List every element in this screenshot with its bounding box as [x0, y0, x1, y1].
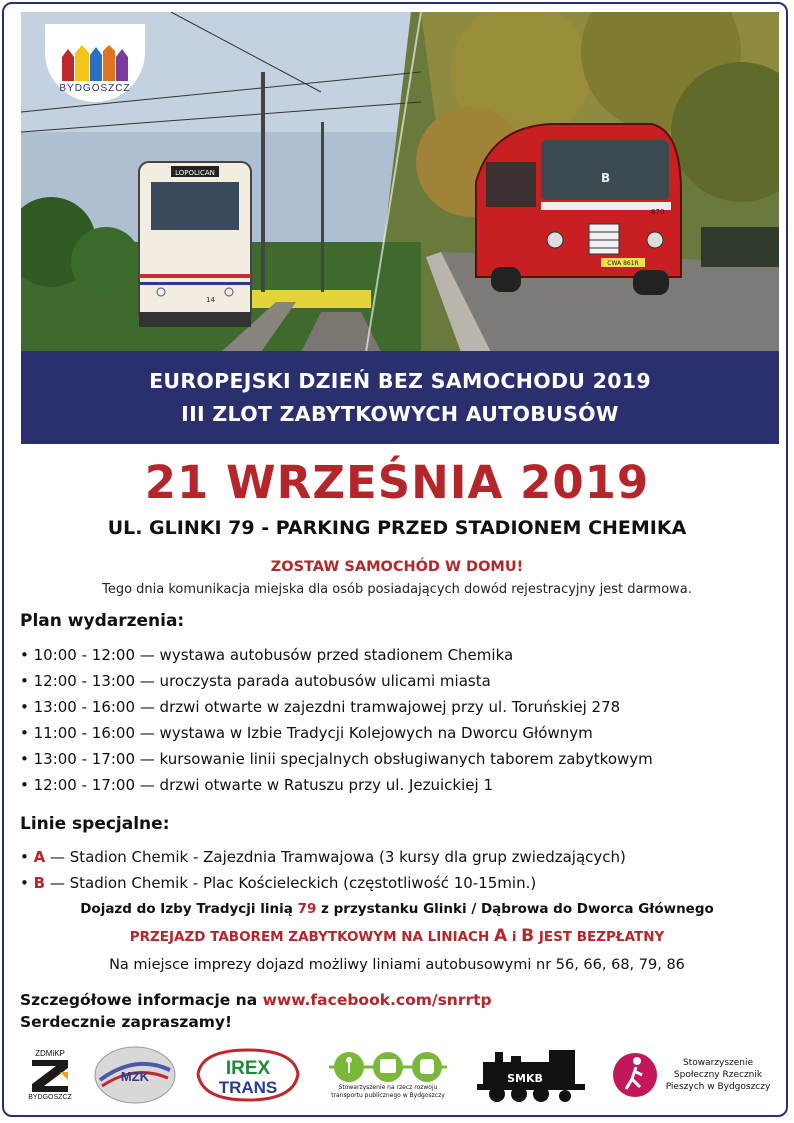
plan-item: • 11:00 - 16:00 — wystawa w Izbie Tradycji Kolejowych na Dworcu Głównym — [20, 724, 593, 742]
free-ride-pre: PRZEJAZD TABOREM ZABYTKOWYM NA LINIACH — [129, 929, 494, 945]
irex-emblem — [192, 1044, 304, 1106]
tram-illustration — [139, 162, 251, 327]
mzk-logo — [90, 1040, 180, 1110]
slogan: ZOSTAW SAMOCHÓD W DOMU! — [270, 559, 524, 575]
snrrtp-logo — [318, 1040, 458, 1110]
plan-item: • 10:00 - 12:00 — wystawa autobusów przed stadionem Chemika — [20, 646, 514, 664]
access-info — [4, 901, 788, 917]
line-code: B — [33, 874, 46, 892]
plan-item: • 12:00 - 13:00 — uroczysta parada autobusów ulicami miasta — [20, 672, 491, 690]
pedestrian-icon — [612, 1047, 658, 1103]
svg-text:B: B — [601, 171, 611, 185]
details-pre: Szczegółowe informacje na — [20, 991, 263, 1009]
line-code: A — [33, 848, 46, 866]
event-date: 21 WRZEŚNIA 2019 — [144, 456, 650, 509]
plan-list — [20, 642, 653, 798]
facebook-link[interactable]: www.facebook.com/snrrtp — [262, 991, 492, 1009]
zdmikp-logo — [20, 1040, 80, 1110]
details-line — [20, 991, 492, 1009]
snrrtp-caption: Stowarzyszenie na rzecz rozwoju transportu publicznego w Bydgoszczy — [331, 1084, 445, 1099]
poster — [2, 2, 788, 1117]
city-logo-label: BYDGOSZCZ — [59, 83, 131, 94]
svg-text:TRANS: TRANS — [218, 1078, 278, 1097]
free-ride-post: JEST BEZPŁATNY — [534, 929, 665, 945]
zdmikp-top: ZDMiKP — [35, 1049, 65, 1058]
bullet: • — [20, 848, 29, 866]
svg-text:MZK: MZK — [120, 1069, 150, 1084]
special-line-item — [20, 844, 626, 870]
transport-icons — [323, 1050, 453, 1084]
free-ride-line-b: B — [521, 926, 535, 946]
access-line-number: 79 — [297, 901, 317, 917]
svg-text:14: 14 — [206, 296, 215, 304]
free-ride-line-a: A — [493, 926, 508, 946]
access-pre: Dojazd do Izby Tradycji linią — [80, 901, 298, 917]
welcome-text: Serdecznie zapraszamy! — [20, 1013, 233, 1031]
line-description: — Stadion Chemik - Plac Kościeleckich (częstotliwość 10-15min.) — [45, 874, 537, 892]
z-icon — [30, 1058, 70, 1094]
plan-item: • 13:00 - 17:00 — kursowanie linii specjalnych obsługiwanych taborem zabytkowym — [20, 750, 653, 768]
zdmikp-bottom: BYDGOSZCZ — [28, 1094, 72, 1101]
access-post: z przystanku Glinki / Dąbrowa do Dworca Głównego — [316, 901, 714, 917]
title-banner — [21, 351, 779, 444]
line-description: — Stadion Chemik - Zajezdnia Tramwajowa (3 kursy dla grup zwiedzających) — [45, 848, 626, 866]
pedestrian-association-logo — [610, 1040, 776, 1110]
plan-item: • 12:00 - 17:00 — drzwi otwarte w Ratuszu przy ul. Jezuickiej 1 — [20, 776, 493, 794]
free-ride-notice — [4, 926, 788, 946]
houses-icon — [60, 45, 130, 83]
svg-text:670: 670 — [651, 208, 665, 216]
bus-lines-info: Na miejsce imprezy dojazd możliwy liniami autobusowymi nr 56, 66, 68, 79, 86 — [109, 957, 685, 973]
hero-photo — [21, 12, 779, 352]
special-line-item — [20, 870, 626, 896]
irex-trans-logo — [192, 1040, 304, 1110]
free-ride-and: i — [507, 929, 522, 945]
special-lines-list — [20, 844, 626, 896]
svg-text:LOPOLICAN: LOPOLICAN — [175, 169, 215, 177]
pedestrian-caption: Stowarzyszenie Społeczny Rzecznik Pieszych w Bydgoszczy — [665, 1058, 771, 1092]
bus-illustration — [476, 124, 681, 295]
banner-line-1: EUROPEJSKI DZIEŃ BEZ SAMOCHODU 2019 — [149, 368, 651, 393]
banner-line-2: III ZLOT ZABYTKOWYCH AUTOBUSÓW — [181, 401, 619, 426]
plan-heading: Plan wydarzenia: — [20, 611, 185, 631]
lines-heading: Linie specjalne: — [20, 814, 170, 834]
free-transport-info: Tego dnia komunikacja miejska dla osób posiadających dowód rejestracyjny jest darmowa. — [102, 582, 692, 597]
svg-text:CWA 861R: CWA 861R — [607, 260, 639, 267]
mzk-emblem — [92, 1044, 178, 1106]
svg-text:SMKB: SMKB — [507, 1072, 543, 1085]
sponsor-logos — [20, 1040, 776, 1110]
smkb-logo — [470, 1040, 600, 1110]
city-logo — [45, 24, 145, 102]
plan-item: • 13:00 - 16:00 — drzwi otwarte w zajezdni tramwajowej przy ul. Toruńskiej 278 — [20, 698, 621, 716]
bullet: • — [20, 874, 29, 892]
event-place: UL. GLINKI 79 - PARKING PRZED STADIONEM CHEMIKA — [107, 517, 687, 539]
svg-text:IREX: IREX — [225, 1058, 271, 1079]
locomotive-icon — [475, 1044, 595, 1106]
